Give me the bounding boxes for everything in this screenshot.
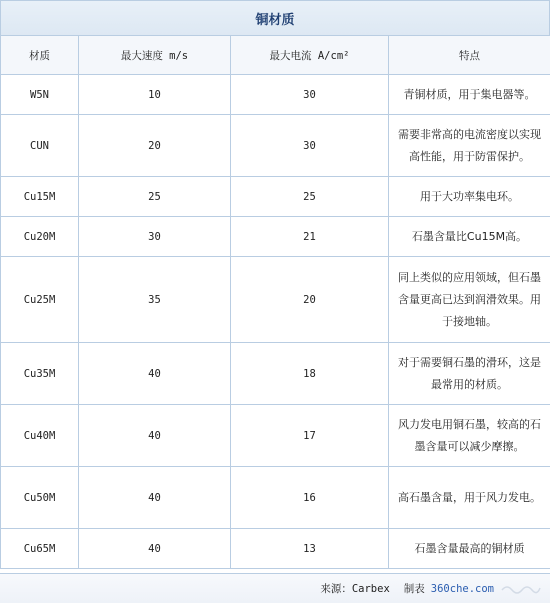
- cell-speed: 30: [79, 217, 231, 257]
- copper-material-table: [0, 35, 550, 569]
- cell-speed: 40: [79, 467, 231, 529]
- cell-speed: 35: [79, 257, 231, 343]
- table-row: [1, 217, 550, 257]
- cell-current: 21: [231, 217, 389, 257]
- header-features: 特点: [389, 36, 550, 75]
- source-label: 来源：Carbex: [320, 583, 390, 595]
- cell-speed: 40: [79, 343, 231, 405]
- cell-material: Cu25M: [1, 257, 79, 343]
- table-footer: [0, 573, 550, 603]
- header-max-speed: 最大速度 m/s: [79, 36, 231, 75]
- cell-note: 同上类似的应用领域，但石墨含量更高已达到润滑效果。用于接地轴。: [389, 257, 550, 343]
- cell-material: Cu35M: [1, 343, 79, 405]
- cell-material: W5N: [1, 75, 79, 115]
- cell-note: 需要非常高的电流密度以实现高性能，用于防雷保护。: [389, 115, 550, 177]
- cell-current: 25: [231, 177, 389, 217]
- cell-current: 17: [231, 405, 389, 467]
- cell-current: 30: [231, 115, 389, 177]
- cell-material: Cu65M: [1, 529, 79, 569]
- cell-current: 13: [231, 529, 389, 569]
- cell-current: 20: [231, 257, 389, 343]
- table-row: [1, 343, 550, 405]
- cell-note: 用于大功率集电环。: [389, 177, 550, 217]
- table-row: [1, 467, 550, 529]
- cell-current: 30: [231, 75, 389, 115]
- header-material: 材质: [1, 36, 79, 75]
- cell-note: 青铜材质，用于集电器等。: [389, 75, 550, 115]
- table-header-row: [1, 36, 550, 75]
- cell-material: Cu20M: [1, 217, 79, 257]
- cell-speed: 25: [79, 177, 231, 217]
- watermark-squiggle-icon: [501, 582, 541, 594]
- cell-note: 高石墨含量，用于风力发电。: [389, 467, 550, 529]
- table-row: [1, 405, 550, 467]
- cell-current: 18: [231, 343, 389, 405]
- site-link[interactable]: 360che.com: [430, 582, 494, 595]
- cell-note: 石墨含量比Cu15M高。: [389, 217, 550, 257]
- cell-current: 16: [231, 467, 389, 529]
- cell-note: 风力发电用铜石墨，较高的石墨含量可以减少摩擦。: [389, 405, 550, 467]
- cell-note: 对于需要铜石墨的滑环，这是最常用的材质。: [389, 343, 550, 405]
- cell-speed: 40: [79, 529, 231, 569]
- watermark-logo: [498, 579, 544, 597]
- cell-material: Cu40M: [1, 405, 79, 467]
- cell-speed: 10: [79, 75, 231, 115]
- cell-speed: 20: [79, 115, 231, 177]
- cell-material: Cu50M: [1, 467, 79, 529]
- table-row: [1, 75, 550, 115]
- cell-note: 石墨含量最高的铜材质: [389, 529, 550, 569]
- cell-material: CUN: [1, 115, 79, 177]
- table-row: [1, 115, 550, 177]
- table-row: [1, 257, 550, 343]
- table-row: [1, 177, 550, 217]
- cell-speed: 40: [79, 405, 231, 467]
- cell-material: Cu15M: [1, 177, 79, 217]
- table-title: 铜材质: [0, 0, 550, 35]
- made-by-label: 制表: [403, 583, 425, 595]
- table-row: [1, 529, 550, 569]
- header-max-current: 最大电流 A/cm²: [231, 36, 389, 75]
